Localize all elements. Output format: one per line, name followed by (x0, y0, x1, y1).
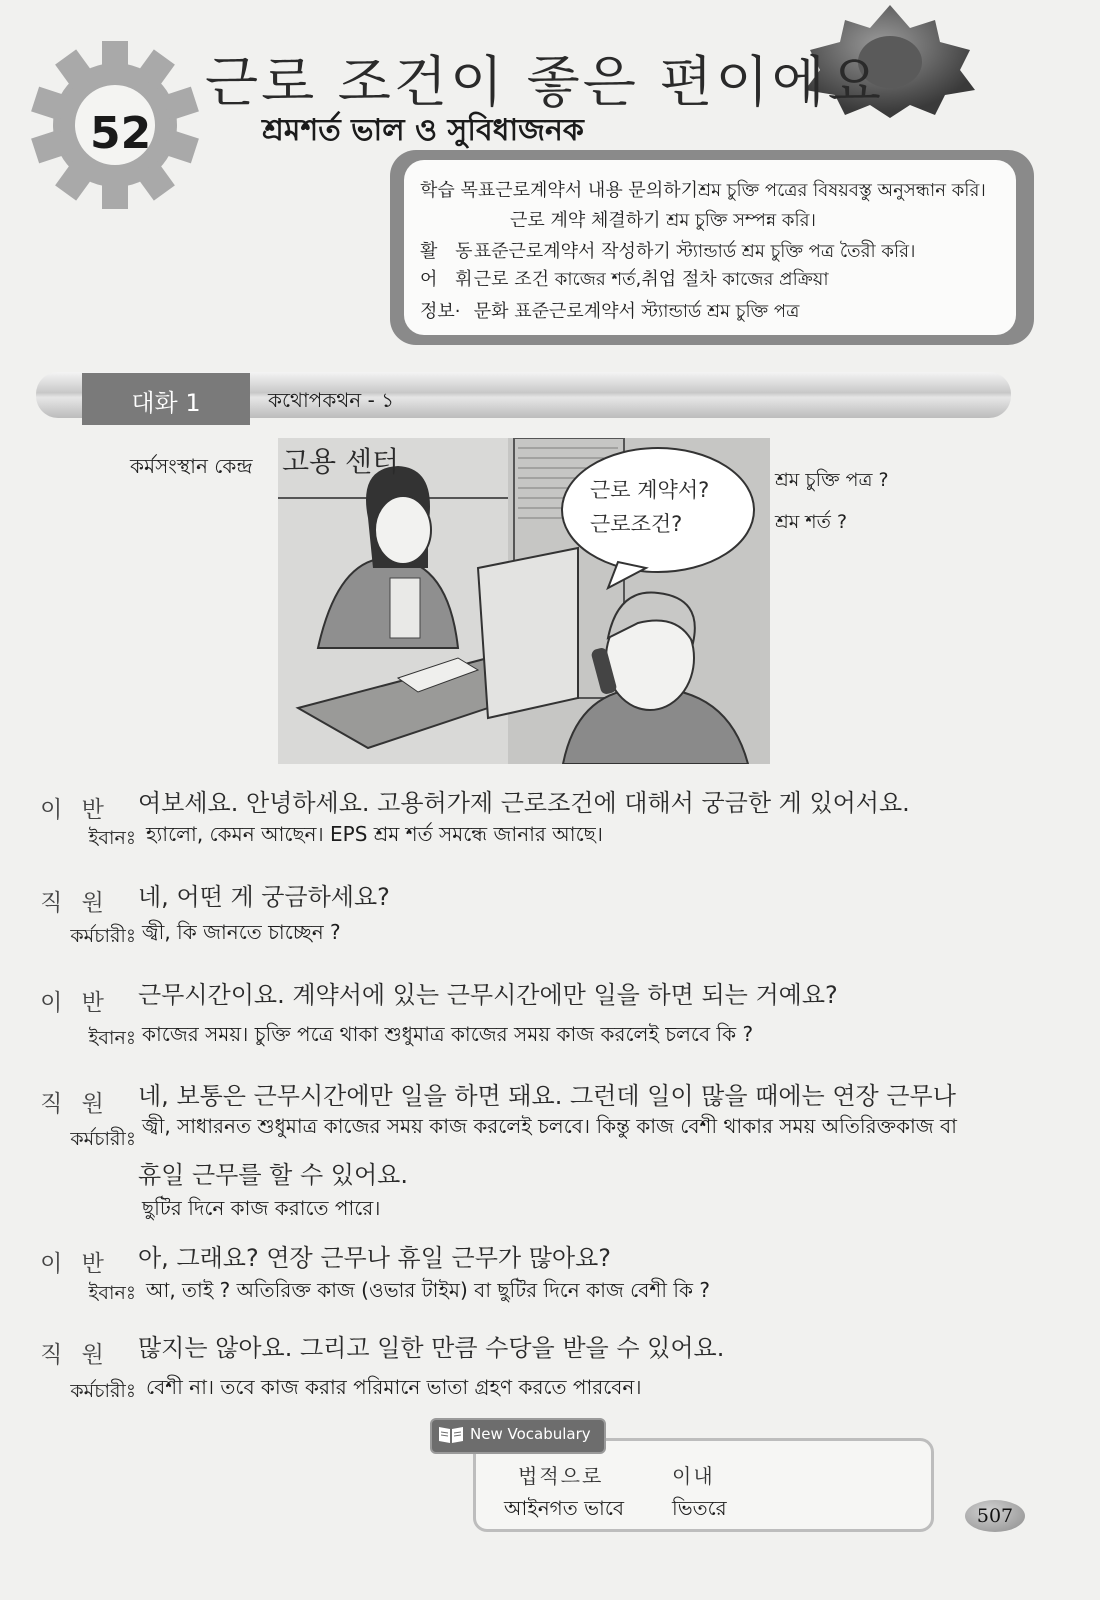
speaker-bengali: কর্মচারীঃ (70, 925, 136, 947)
bubble-translation-line-1: শ্রম চুক্তি পত্র ? (775, 469, 889, 491)
dialogue-bengali: বেশী না। তবে কাজ করার পরিমানে ভাতা গ্রহণ করতে পারবেন। (146, 1375, 642, 1399)
objective-label-vocabulary: 어 휘 (420, 269, 479, 290)
page-number: 507 (976, 1505, 1014, 1527)
dialogue-bengali: হ্যালো, কেমন আছেন। EPS শ্রম শর্ত সমন্ধে জানার আছে। (146, 822, 603, 846)
speaker-korean: 이 반 (40, 797, 110, 823)
objective-label-info: 정보· (420, 301, 461, 322)
objective-activity-text: 표준근로계약서 작성하기 স্ট্যান্ডার্ড শ্রম চুক্তি পত্র তৈরী করি। (473, 241, 916, 262)
vocabulary-tag-label: New Vocabulary (470, 1425, 591, 1443)
dialogue-korean: 많지는 않아요. 그리고 일한 만큼 수당을 받을 수 있어요. (138, 1334, 725, 1362)
employment-center-label-korean: 고용 센터 (282, 445, 400, 478)
employment-center-label-bengali: কর্মসংস্থান কেন্দ্র (130, 454, 253, 478)
lesson-number: 52 (90, 108, 152, 159)
bubble-translation-line-2: শ্রম শর্ত ? (775, 511, 848, 533)
objective-line-5 (420, 297, 799, 328)
dialogue-bengali: আ, তাই ? অতিরিক্ত কাজ (ওভার টাইম) বা ছুটির দিনে কাজ বেশী কি ? (146, 1278, 710, 1302)
speaker-korean: 이 반 (40, 1251, 110, 1277)
objective-line-2: 근로 계약 체결하기 শ্রম চুক্তি সম্পন্ন করি। (510, 210, 816, 231)
vocab-bengali-1: আইনগত ভাবে (504, 1496, 625, 1520)
objective-line-3 (420, 237, 915, 268)
lesson-title-bengali: শ্রমশর্ত ভাল ও সুবিধাজনক (262, 113, 584, 148)
objective-label-activity: 활 동 (420, 241, 479, 262)
vocab-korean-2: 이내 (672, 1464, 715, 1488)
speaker-bengali: ইবানঃ (88, 1282, 136, 1304)
vocab-korean-1: 법적으로 (518, 1464, 604, 1488)
dialogue-korean: 근무시간이요. 계약서에 있는 근무시간에만 일을 하면 되는 거예요? (138, 981, 838, 1009)
objective-vocabulary-text: 근로 조건 কাজের শর্ত,취업 절차 কাজের প্রক্রিয়া (473, 269, 829, 290)
dialogue-bengali: জ্বী, কি জানতে চাচ্ছেন ? (142, 920, 341, 944)
dialogue-bengali: কাজের সময়। চুক্তি পত্রে থাকা শুধুমাত্র কাজের সময় কাজ করলেই চলবে কি ? (142, 1022, 754, 1046)
dialogue-korean: 네, 보통은 근무시간에만 일을 하면 돼요. 그런데 일이 많을 때에는 연장 근무나 (138, 1082, 956, 1110)
objective-line-1: 학습 목표근로계약서 내용 문의하기শ্রম চুক্তি পত্রের বিষয়বস্তু অনুসন্ধান করি। (420, 180, 986, 201)
vocab-bengali-2: ভিতরে (672, 1496, 727, 1520)
dialogue-header-bengali: কথোপকথন - ১ (268, 388, 395, 412)
speech-bubble-line-2: 근로조건? (590, 512, 683, 536)
dialogue-bengali-continued: ছুটির দিনে কাজ করাতে পারে। (142, 1196, 381, 1220)
dialogue-korean: 아, 그래요? 연장 근무나 휴일 근무가 많아요? (138, 1244, 612, 1272)
book-icon (438, 1424, 464, 1444)
speaker-bengali: কর্মচারীঃ (70, 1128, 136, 1150)
objective-info-text: 문화 표준근로계약서 স্ট্যান্ডার্ড শ্রম চুক্তি পত্র (473, 301, 800, 322)
dialogue-header-korean: 대화 1 (131, 389, 201, 417)
dialogue-korean: 네, 어떤 게 궁금하세요? (138, 883, 390, 911)
dialogue-korean-continued: 휴일 근무를 할 수 있어요. (138, 1161, 408, 1189)
speaker-korean: 이 반 (40, 990, 110, 1016)
speech-bubble-line-1: 근로 계약서? (590, 478, 710, 502)
speaker-korean: 직 원 (40, 1342, 110, 1368)
speaker-korean: 직 원 (40, 890, 110, 916)
speaker-bengali: ইবানঃ (88, 1027, 136, 1049)
objective-line-4 (420, 265, 829, 296)
dialogue-korean: 여보세요. 안녕하세요. 고용허가제 근로조건에 대해서 궁금한 게 있어서요. (138, 789, 910, 817)
speaker-korean: 직 원 (40, 1091, 110, 1117)
dialogue-bengali: জ্বী, সাধারনত শুধুমাত্র কাজের সময় কাজ করলেই চলবে। কিন্তু কাজ বেশী থাকার সময় অতিরিক্তকাজ বা (142, 1114, 957, 1138)
speaker-bengali: কর্মচারীঃ (70, 1380, 136, 1402)
lesson-title-korean: 근로 조건이 좋은 편이에요 (205, 50, 884, 114)
speaker-bengali: ইবানঃ (88, 827, 136, 849)
